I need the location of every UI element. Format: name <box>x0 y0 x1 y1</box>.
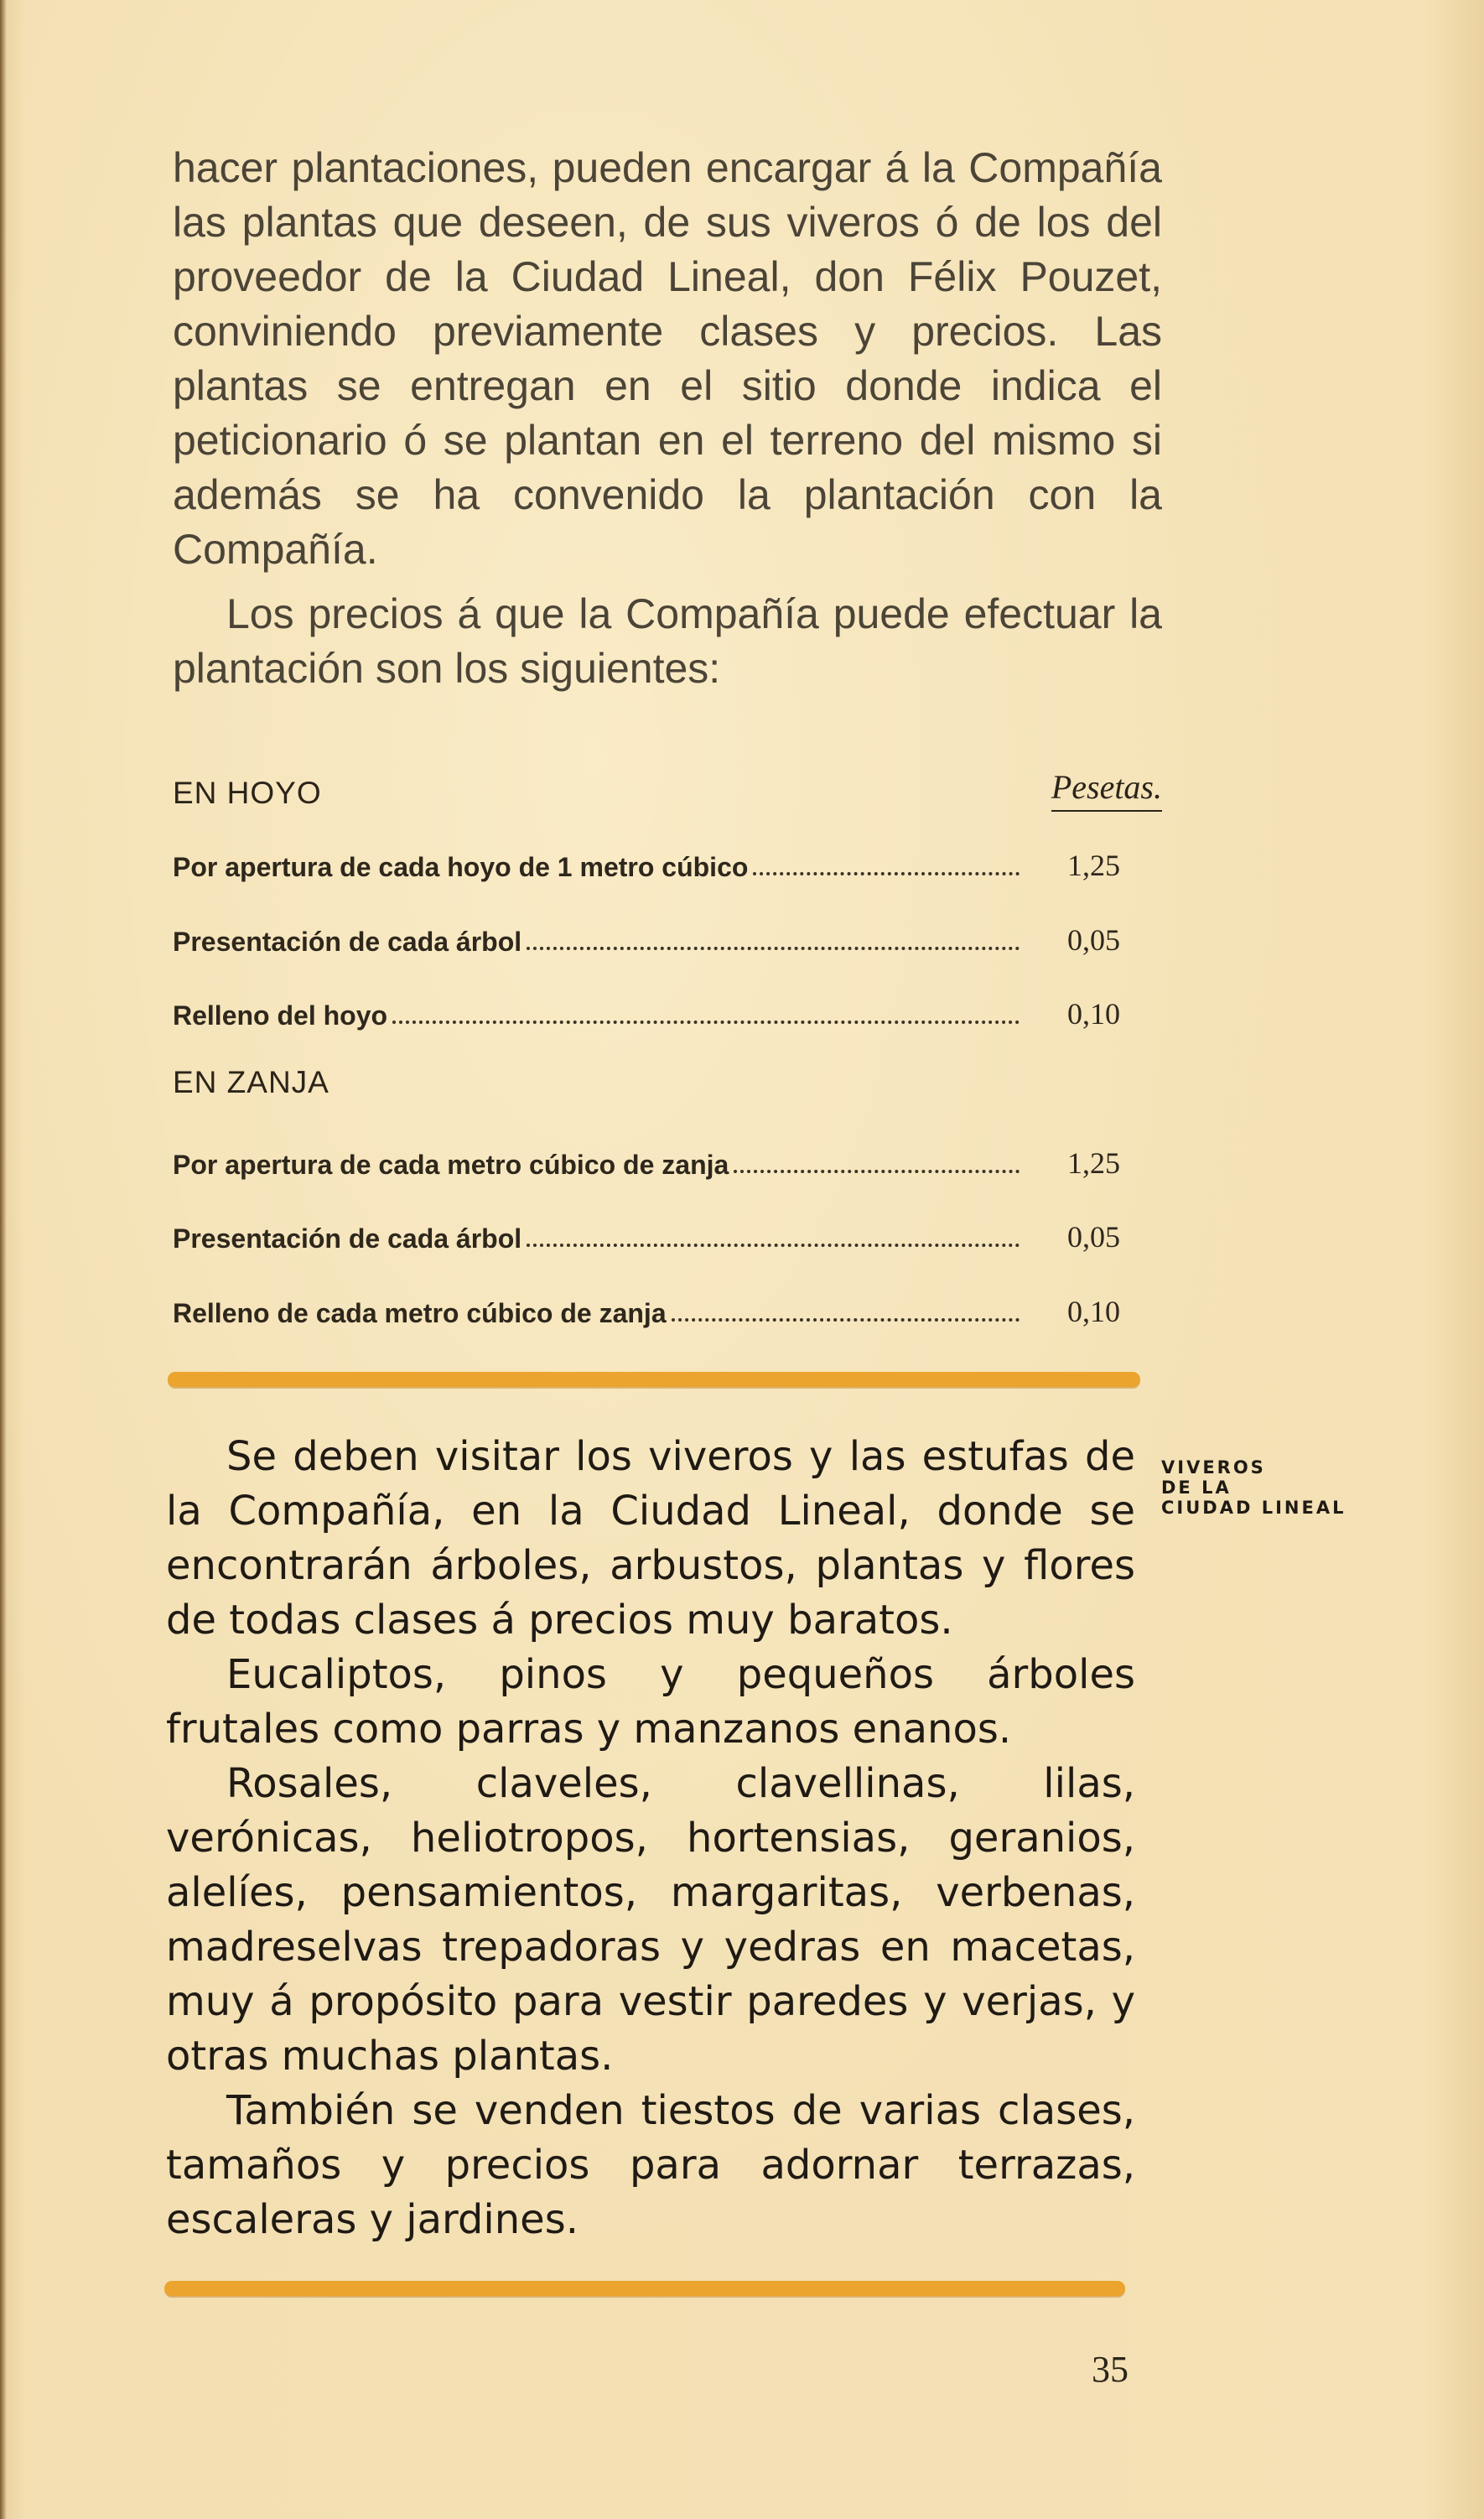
price-value: 0,05 <box>1067 1220 1120 1254</box>
viveros-paragraph-text: Se deben visitar los viveros y las estufas de la Compañía, en la Ciudad Lineal, donde se encontrarán árboles, arbustos, plantas y flores de todas clases á precios muy baratos. <box>166 1433 1135 1644</box>
price-row <box>173 1214 1120 1254</box>
dot-leader <box>753 872 1020 875</box>
price-row <box>173 991 1120 1031</box>
section-label-hoyo: EN HOYO <box>173 776 322 810</box>
price-item: Presentación de cada árbol <box>173 927 522 957</box>
price-item: Por apertura de cada hoyo de 1 metro cúbico <box>173 852 749 882</box>
price-item: Relleno de cada metro cúbico de zanja <box>173 1298 667 1328</box>
intro-paragraph: hacer plantaciones, pueden encargar á la Compañía las plantas que deseen, de sus viveros ó de los del proveedor de la Ciudad Lineal, don Félix Pouzet, conviniendo previamente clases y precios. Las plantas se entregan en el sitio donde indica el peticionario ó se plantan en el terreno del mismo si además se ha convenido la plantación con la Compañía. <box>173 144 1162 573</box>
price-value: 0,05 <box>1067 923 1120 957</box>
price-row <box>173 1140 1120 1181</box>
dot-leader <box>392 1021 1020 1024</box>
dot-leader <box>734 1170 1020 1173</box>
currency-header: Pesetas. <box>1051 767 1162 812</box>
margin-note-line: CIUDAD LINEAL <box>1161 1498 1346 1518</box>
price-row <box>173 843 1120 883</box>
margin-note <box>1161 1457 1396 1518</box>
price-value: 1,25 <box>1067 849 1120 882</box>
price-list-header <box>173 767 1162 818</box>
viveros-paragraph-text: Rosales, claveles, clavellinas, lilas, verónicas, heliotropos, hortensias, geranios, alelíes, pensamientos, margaritas, verbenas, madreselvas trepadoras y yedras en macetas, muy á propósito para vestir paredes y verjas, y otras muchas plantas. <box>166 1760 1135 2080</box>
price-value: 1,25 <box>1067 1146 1120 1180</box>
viveros-paragraph <box>166 1430 1135 1648</box>
margin-note-line: DE LA <box>1161 1478 1232 1498</box>
margin-note-line: VIVEROS <box>1161 1457 1266 1478</box>
intro-prices-paragraph: Los precios á que la Compañía puede efectuar la plantación son los siguientes: <box>173 590 1162 692</box>
price-item: Presentación de cada árbol <box>173 1223 522 1254</box>
price-value: 0,10 <box>1067 997 1120 1031</box>
viveros-paragraph-text: Eucaliptos, pinos y pequeños árboles frutales como parras y manzanos enanos. <box>166 1651 1135 1753</box>
viveros-paragraph <box>166 1757 1135 2084</box>
viveros-paragraph <box>166 1648 1135 1757</box>
dot-leader <box>672 1318 1020 1322</box>
page-number: 35 <box>1092 2349 1129 2390</box>
price-item: Por apertura de cada metro cúbico de zanja <box>173 1150 729 1180</box>
viveros-paragraph-text: También se venden tiestos de varias clases, tamaños y precios para adornar terrazas, escaleras y jardines. <box>166 2087 1135 2243</box>
section-label-zanja: EN ZANJA <box>173 1065 329 1099</box>
viveros-paragraph <box>166 2084 1135 2247</box>
price-item: Relleno del hoyo <box>173 1000 388 1031</box>
orange-divider-rule <box>168 1372 1140 1387</box>
price-value: 0,10 <box>1067 1295 1120 1328</box>
price-row <box>173 1289 1120 1329</box>
orange-divider-rule <box>164 2281 1125 2296</box>
page-spine-shadow <box>0 0 7 2519</box>
price-row <box>173 917 1120 958</box>
dot-leader <box>527 1244 1020 1247</box>
dot-leader <box>527 947 1020 950</box>
